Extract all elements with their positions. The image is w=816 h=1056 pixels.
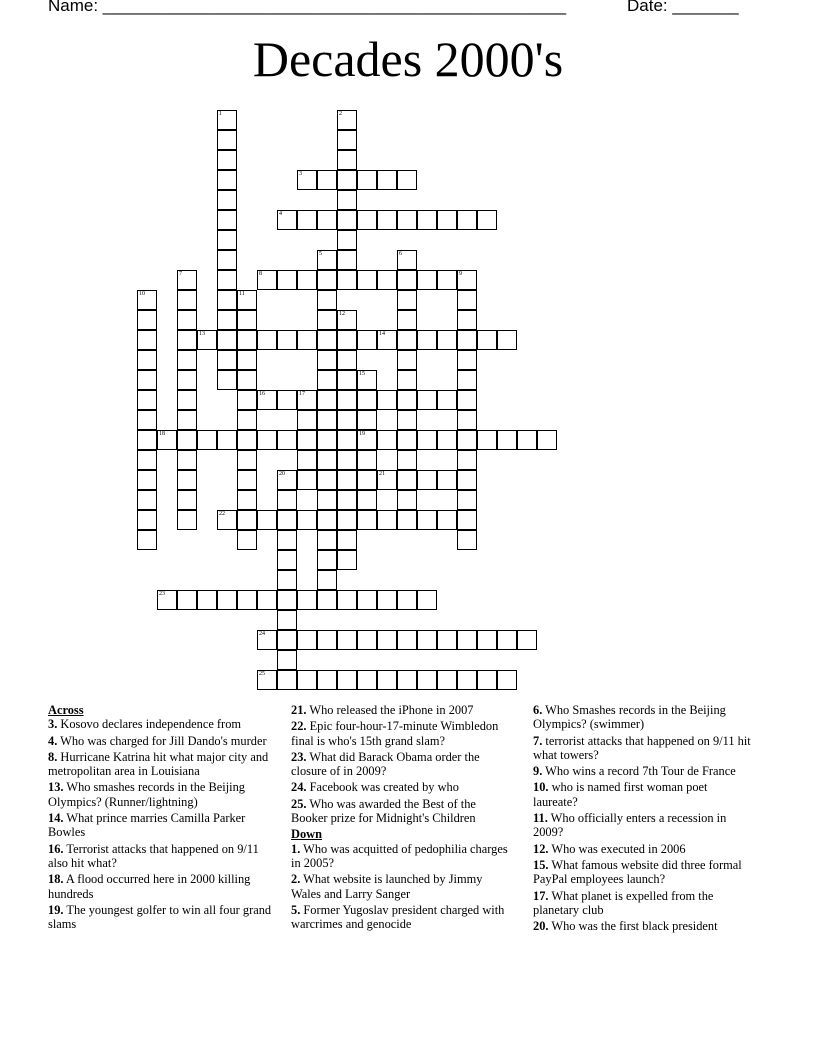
grid-cell[interactable] <box>377 430 397 450</box>
grid-cell[interactable] <box>177 410 197 430</box>
grid-cell[interactable] <box>397 590 417 610</box>
grid-cell[interactable] <box>377 590 397 610</box>
grid-cell[interactable] <box>397 470 417 490</box>
grid-cell[interactable] <box>137 470 157 490</box>
grid-cell[interactable] <box>357 210 377 230</box>
grid-cell[interactable] <box>137 290 157 310</box>
clue-column-3 <box>533 703 755 935</box>
grid-cell[interactable] <box>377 470 397 490</box>
grid-cell[interactable] <box>517 630 537 650</box>
grid-cell[interactable] <box>397 270 417 290</box>
clue-number: 22 <box>219 511 225 517</box>
grid-cell[interactable] <box>317 310 337 330</box>
grid-cell[interactable] <box>297 430 317 450</box>
grid-cell[interactable] <box>417 670 437 690</box>
grid-cell[interactable] <box>457 290 477 310</box>
grid-cell[interactable] <box>337 270 357 290</box>
clue-item: 5. Former Yugoslav president charged with warcrimes and genocide <box>291 902 505 932</box>
grid-cell[interactable] <box>177 470 197 490</box>
clue-number: 21 <box>379 471 385 477</box>
grid-cell[interactable] <box>417 210 437 230</box>
grid-cell[interactable] <box>157 430 177 450</box>
grid-cell[interactable] <box>217 370 237 390</box>
grid-cell[interactable] <box>357 590 377 610</box>
clue-item: 19. The youngest golfer to win all four grand slams <box>48 902 272 932</box>
grid-cell[interactable] <box>477 670 497 690</box>
grid-cell[interactable] <box>217 130 237 150</box>
grid-cell[interactable] <box>337 210 357 230</box>
clue-item: 24. Facebook was created by who <box>291 780 459 795</box>
grid-cell[interactable] <box>457 530 477 550</box>
grid-cell[interactable] <box>417 330 437 350</box>
grid-cell[interactable] <box>437 330 457 350</box>
grid-cell[interactable] <box>297 450 317 470</box>
grid-cell[interactable] <box>457 630 477 650</box>
grid-cell[interactable] <box>337 430 357 450</box>
grid-cell[interactable] <box>237 450 257 470</box>
grid-cell[interactable] <box>377 170 397 190</box>
grid-cell[interactable] <box>237 470 257 490</box>
grid-cell[interactable] <box>217 190 237 210</box>
grid-cell[interactable] <box>177 590 197 610</box>
clue-column-1 <box>48 703 276 933</box>
grid-cell[interactable] <box>297 470 317 490</box>
grid-cell[interactable] <box>317 410 337 430</box>
grid-cell[interactable] <box>357 370 377 390</box>
clue-item: 16. Terrorist attacks that happened on 9/11 also hit what? <box>48 841 259 870</box>
grid-cell[interactable] <box>317 290 337 310</box>
grid-cell[interactable] <box>337 450 357 470</box>
grid-cell[interactable] <box>417 390 437 410</box>
grid-cell[interactable] <box>177 430 197 450</box>
clue-number: 12 <box>339 311 345 317</box>
grid-cell[interactable] <box>397 670 417 690</box>
grid-cell[interactable] <box>417 590 437 610</box>
grid-cell[interactable] <box>277 570 297 590</box>
grid-cell[interactable] <box>497 330 517 350</box>
clue-number: 14 <box>379 331 385 337</box>
grid-cell[interactable] <box>177 390 197 410</box>
clue-number: 25 <box>259 671 265 677</box>
grid-cell[interactable] <box>317 510 337 530</box>
clue-column-2 <box>291 703 509 933</box>
clue-item: 1. Who was acquitted of pedophilia charges in 2005? <box>291 841 508 870</box>
grid-cell[interactable] <box>257 590 277 610</box>
clue-number: 4 <box>279 211 282 217</box>
clue-item: 4. Who was charged for Jill Dando's murder <box>48 733 267 748</box>
grid-cell[interactable] <box>297 630 317 650</box>
clue-item: 14. What prince marries Camilla Parker Bowles <box>48 811 246 840</box>
grid-cell[interactable] <box>337 170 357 190</box>
grid-cell[interactable] <box>297 170 317 190</box>
clue-item: 7. terrorist attacks that happened on 9/11 hit what towers? <box>533 733 751 762</box>
grid-cell[interactable] <box>237 510 257 530</box>
clue-item: 25. Who was awarded the Best of the Booker prize for Midnight's Children <box>291 796 476 826</box>
grid-cell[interactable] <box>457 370 477 390</box>
clue-item: 22. Epic four-hour-17-minute Wimbledon final is who's 15th grand slam? <box>291 719 499 748</box>
grid-cell[interactable] <box>377 630 397 650</box>
grid-cell[interactable] <box>417 270 437 290</box>
date-line: Date: _______ <box>627 0 739 15</box>
grid-cell[interactable] <box>317 250 337 270</box>
grid-cell[interactable] <box>397 510 417 530</box>
grid-cell[interactable] <box>217 230 237 250</box>
grid-cell[interactable] <box>397 490 417 510</box>
grid-cell[interactable] <box>497 430 517 450</box>
grid-cell[interactable] <box>217 270 237 290</box>
grid-cell[interactable] <box>177 490 197 510</box>
grid-cell[interactable] <box>137 510 157 530</box>
grid-cell[interactable] <box>297 270 317 290</box>
grid-cell[interactable] <box>317 670 337 690</box>
grid-cell[interactable] <box>337 250 357 270</box>
grid-cell[interactable] <box>277 330 297 350</box>
grid-cell[interactable] <box>137 350 157 370</box>
grid-cell[interactable] <box>437 210 457 230</box>
grid-cell[interactable] <box>337 130 357 150</box>
grid-cell[interactable] <box>457 670 477 690</box>
grid-cell[interactable] <box>297 410 317 430</box>
clue-item: 15. What famous website did three formal PayPal employees launch? <box>533 857 742 887</box>
grid-cell[interactable] <box>457 510 477 530</box>
across-heading: Across <box>48 703 84 717</box>
grid-cell[interactable] <box>437 630 457 650</box>
grid-cell[interactable] <box>437 670 457 690</box>
grid-cell[interactable] <box>357 470 377 490</box>
clue-number: 17 <box>299 391 305 397</box>
grid-cell[interactable] <box>257 270 277 290</box>
grid-cell[interactable] <box>477 330 497 350</box>
grid-cell[interactable] <box>437 270 457 290</box>
down-heading: Down <box>291 827 322 842</box>
grid-cell[interactable] <box>457 470 477 490</box>
grid-cell[interactable] <box>277 510 297 530</box>
grid-cell[interactable] <box>417 430 437 450</box>
grid-cell[interactable] <box>377 270 397 290</box>
grid-cell[interactable] <box>137 370 157 390</box>
grid-cell[interactable] <box>297 510 317 530</box>
grid-cell[interactable] <box>197 430 217 450</box>
grid-cell[interactable] <box>357 490 377 510</box>
grid-cell[interactable] <box>177 290 197 310</box>
grid-cell[interactable] <box>317 370 337 390</box>
grid-cell[interactable] <box>277 590 297 610</box>
grid-cell[interactable] <box>397 430 417 450</box>
grid-cell[interactable] <box>237 310 257 330</box>
grid-cell[interactable] <box>237 390 257 410</box>
clue-number: 23 <box>159 591 165 597</box>
grid-cell[interactable] <box>437 430 457 450</box>
grid-cell[interactable] <box>277 430 297 450</box>
grid-cell[interactable] <box>337 310 357 330</box>
clue-number: 8 <box>259 271 262 277</box>
grid-cell[interactable] <box>177 330 197 350</box>
grid-cell[interactable] <box>337 150 357 170</box>
grid-cell[interactable] <box>317 350 337 370</box>
clue-number: 20 <box>279 471 285 477</box>
grid-cell[interactable] <box>377 510 397 530</box>
grid-cell[interactable] <box>217 310 237 330</box>
clue-number: 15 <box>359 371 365 377</box>
grid-cell[interactable] <box>377 390 397 410</box>
grid-cell[interactable] <box>217 430 237 450</box>
grid-cell[interactable] <box>437 470 457 490</box>
grid-cell[interactable] <box>337 590 357 610</box>
grid-cell[interactable] <box>277 470 297 490</box>
grid-cell[interactable] <box>217 510 237 530</box>
grid-cell[interactable] <box>277 490 297 510</box>
grid-cell[interactable] <box>377 330 397 350</box>
grid-cell[interactable] <box>297 590 317 610</box>
grid-cell[interactable] <box>257 330 277 350</box>
grid-cell[interactable] <box>237 370 257 390</box>
grid-cell[interactable] <box>497 630 517 650</box>
clue-item: 12. Who was executed in 2006 <box>533 841 686 856</box>
grid-cell[interactable] <box>397 290 417 310</box>
clue-item: 11. Who officially enters a recession in 2009? <box>533 811 727 840</box>
grid-cell[interactable] <box>457 310 477 330</box>
clue-number: 11 <box>239 291 245 297</box>
grid-cell[interactable] <box>217 150 237 170</box>
grid-cell[interactable] <box>137 330 157 350</box>
grid-cell[interactable] <box>457 270 477 290</box>
grid-cell[interactable] <box>177 510 197 530</box>
grid-cell[interactable] <box>357 330 377 350</box>
grid-cell[interactable] <box>237 350 257 370</box>
grid-cell[interactable] <box>337 550 357 570</box>
grid-cell[interactable] <box>357 450 377 470</box>
grid-cell[interactable] <box>237 490 257 510</box>
grid-cell[interactable] <box>297 210 317 230</box>
grid-cell[interactable] <box>217 590 237 610</box>
grid-cell[interactable] <box>177 370 197 390</box>
grid-cell[interactable] <box>177 270 197 290</box>
grid-cell[interactable] <box>277 550 297 570</box>
grid-cell[interactable] <box>457 390 477 410</box>
grid-cell[interactable] <box>217 350 237 370</box>
grid-cell[interactable] <box>317 170 337 190</box>
grid-cell[interactable] <box>517 430 537 450</box>
grid-cell[interactable] <box>317 330 337 350</box>
clue-number: 2 <box>339 111 342 117</box>
grid-cell[interactable] <box>277 630 297 650</box>
page-title: Decades 2000's <box>252 31 564 87</box>
clue-number: 19 <box>359 431 365 437</box>
grid-cell[interactable] <box>377 670 397 690</box>
grid-cell[interactable] <box>397 410 417 430</box>
grid-cell[interactable] <box>197 330 217 350</box>
grid-cell[interactable] <box>257 510 277 530</box>
grid-cell[interactable] <box>337 230 357 250</box>
grid-cell[interactable] <box>217 210 237 230</box>
grid-cell[interactable] <box>317 430 337 450</box>
clue-item: 10. who is named first woman poet laureate? <box>533 780 708 809</box>
grid-cell[interactable] <box>257 670 277 690</box>
grid-cell[interactable] <box>337 490 357 510</box>
grid-cell[interactable] <box>477 210 497 230</box>
grid-cell[interactable] <box>237 410 257 430</box>
grid-cell[interactable] <box>137 530 157 550</box>
grid-cell[interactable] <box>397 170 417 190</box>
grid-cell[interactable] <box>277 530 297 550</box>
grid-cell[interactable] <box>237 430 257 450</box>
grid-cell[interactable] <box>277 210 297 230</box>
grid-cell[interactable] <box>417 510 437 530</box>
clue-number: 6 <box>399 251 402 257</box>
clue-number: 13 <box>199 331 205 337</box>
grid-cell[interactable] <box>397 630 417 650</box>
grid-cell[interactable] <box>457 410 477 430</box>
grid-cell[interactable] <box>317 450 337 470</box>
clue-item: 2. What website is launched by Jimmy Wales and Larry Sanger <box>291 872 483 901</box>
grid-cell[interactable] <box>397 390 417 410</box>
grid-cell[interactable] <box>217 110 237 130</box>
grid-cell[interactable] <box>317 470 337 490</box>
grid-cell[interactable] <box>357 410 377 430</box>
grid-cell[interactable] <box>317 630 337 650</box>
grid-cell[interactable] <box>537 430 557 450</box>
grid-cell[interactable] <box>217 330 237 350</box>
clue-number: 1 <box>219 111 222 117</box>
grid-cell[interactable] <box>397 250 417 270</box>
grid-cell[interactable] <box>277 650 297 670</box>
grid-cell[interactable] <box>337 530 357 550</box>
grid-cell[interactable] <box>397 350 417 370</box>
grid-cell[interactable] <box>417 630 437 650</box>
clue-item: 8. Hurricane Katrina hit what major city and metropolitan area in Louisiana <box>48 749 269 779</box>
grid-cell[interactable] <box>177 350 197 370</box>
grid-cell[interactable] <box>317 530 337 550</box>
grid-cell[interactable] <box>317 590 337 610</box>
grid-cell[interactable] <box>357 390 377 410</box>
grid-cell[interactable] <box>257 430 277 450</box>
grid-cell[interactable] <box>317 210 337 230</box>
grid-cell[interactable] <box>237 290 257 310</box>
grid-cell[interactable] <box>477 630 497 650</box>
grid-cell[interactable] <box>337 350 357 370</box>
grid-cell[interactable] <box>197 590 217 610</box>
grid-cell[interactable] <box>137 410 157 430</box>
grid-cell[interactable] <box>397 330 417 350</box>
grid-cell[interactable] <box>137 310 157 330</box>
grid-cell[interactable] <box>317 490 337 510</box>
grid-cell[interactable] <box>317 390 337 410</box>
clue-item: 23. What did Barack Obama order the closure of in 2009? <box>291 749 480 779</box>
grid-cell[interactable] <box>437 390 457 410</box>
grid-cell[interactable] <box>397 210 417 230</box>
clue-item: 13. Who smashes records in the Beijing Olympics? (Runner/lightning) <box>48 780 245 809</box>
grid-cell[interactable] <box>457 450 477 470</box>
name-line: Name: _________________________________________________ <box>48 0 567 15</box>
grid-cell[interactable] <box>277 670 297 690</box>
grid-cell[interactable] <box>357 170 377 190</box>
clue-number: 16 <box>259 391 265 397</box>
grid-cell[interactable] <box>477 430 497 450</box>
grid-cell[interactable] <box>337 670 357 690</box>
grid-cell[interactable] <box>457 430 477 450</box>
grid-cell[interactable] <box>217 290 237 310</box>
clue-number: 3 <box>299 171 302 177</box>
grid-cell[interactable] <box>317 570 337 590</box>
clue-number: 7 <box>179 271 182 277</box>
clue-item: 3. Kosovo declares independence from <box>48 717 242 732</box>
grid-cell[interactable] <box>137 390 157 410</box>
grid-cell[interactable] <box>277 390 297 410</box>
clue-number: 10 <box>139 291 145 297</box>
grid-cell[interactable] <box>397 450 417 470</box>
grid-cell[interactable] <box>357 430 377 450</box>
clue-item: 6. Who Smashes records in the Beijing Olympics? (swimmer) <box>533 703 726 732</box>
grid-cell[interactable] <box>157 590 177 610</box>
grid-cell[interactable] <box>257 630 277 650</box>
grid-cell[interactable] <box>397 310 417 330</box>
grid-cell[interactable] <box>337 190 357 210</box>
grid-cell[interactable] <box>277 270 297 290</box>
grid-cell[interactable] <box>377 210 397 230</box>
grid-cell[interactable] <box>337 410 357 430</box>
clue-item: 17. What planet is expelled from the planetary club <box>533 888 714 917</box>
grid-cell[interactable] <box>337 370 357 390</box>
clue-item: 18. A flood occurred here in 2000 killing hundreds <box>48 872 251 901</box>
grid-cell[interactable] <box>357 270 377 290</box>
grid-cell[interactable] <box>337 390 357 410</box>
grid-cell[interactable] <box>337 110 357 130</box>
grid-cell[interactable] <box>217 250 237 270</box>
grid-cell[interactable] <box>337 630 357 650</box>
grid-cell[interactable] <box>317 550 337 570</box>
grid-cell[interactable] <box>217 170 237 190</box>
clue-number: 5 <box>319 251 322 257</box>
clue-item: 20. Who was the first black president <box>533 919 718 934</box>
grid-cell[interactable] <box>177 310 197 330</box>
grid-cell[interactable] <box>397 370 417 390</box>
grid-cell[interactable] <box>317 270 337 290</box>
grid-cell[interactable] <box>357 510 377 530</box>
grid-cell[interactable] <box>277 610 297 630</box>
grid-cell[interactable] <box>417 470 437 490</box>
grid-cell[interactable] <box>257 390 277 410</box>
grid-cell[interactable] <box>237 330 257 350</box>
grid-cell[interactable] <box>497 670 517 690</box>
grid-cell[interactable] <box>237 590 257 610</box>
grid-cell[interactable] <box>177 450 197 470</box>
grid-cell[interactable] <box>137 450 157 470</box>
grid-cell[interactable] <box>457 210 477 230</box>
grid-cell[interactable] <box>357 670 377 690</box>
grid-cell[interactable] <box>457 350 477 370</box>
clue-item: 21. Who released the iPhone in 2007 <box>291 703 474 717</box>
grid-cell[interactable] <box>437 510 457 530</box>
clue-number: 9 <box>459 271 462 277</box>
grid-cell[interactable] <box>297 390 317 410</box>
clue-number: 18 <box>159 431 165 437</box>
grid-cell[interactable] <box>337 470 357 490</box>
grid-cell[interactable] <box>337 510 357 530</box>
grid-cell[interactable] <box>457 490 477 510</box>
grid-cell[interactable] <box>357 630 377 650</box>
grid-cell[interactable] <box>237 530 257 550</box>
clue-item: 9. Who wins a record 7th Tour de France <box>533 764 736 779</box>
clue-number: 24 <box>259 631 265 637</box>
grid-cell[interactable] <box>297 670 317 690</box>
grid-cell[interactable] <box>137 490 157 510</box>
grid-cell[interactable] <box>297 330 317 350</box>
grid-cell[interactable] <box>457 330 477 350</box>
grid-cell[interactable] <box>137 430 157 450</box>
grid-cell[interactable] <box>337 330 357 350</box>
